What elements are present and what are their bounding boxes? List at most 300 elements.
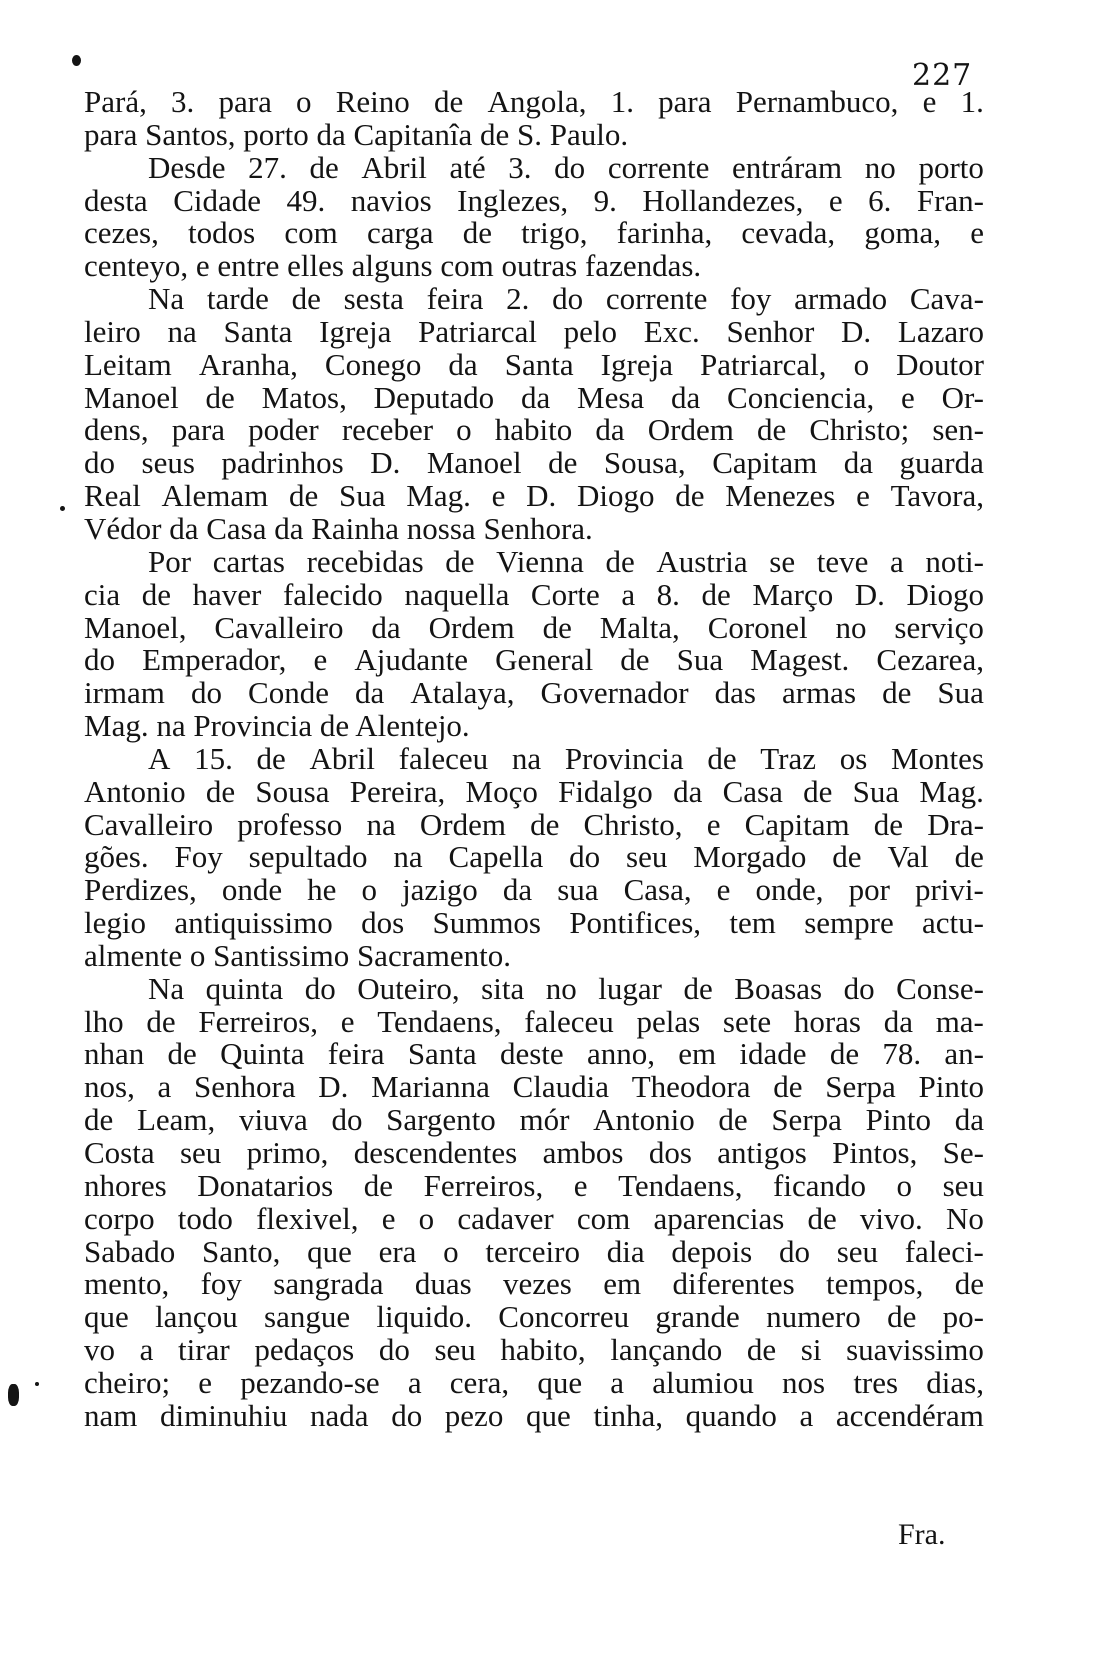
- word: Manoel: [84, 379, 179, 415]
- word: Matos,: [261, 379, 347, 415]
- word: de: [530, 806, 560, 842]
- word: Conde: [248, 675, 329, 711]
- word: legio: [84, 905, 146, 941]
- word: no: [864, 149, 896, 185]
- word: Outeiro,: [357, 970, 460, 1006]
- word: 6.: [868, 182, 892, 218]
- word: carga: [366, 215, 434, 251]
- word: anno,: [586, 1036, 655, 1072]
- word: Ordem: [419, 806, 506, 842]
- word: de: [746, 1332, 777, 1368]
- word: de: [832, 839, 862, 875]
- word: diferentes: [672, 1266, 795, 1302]
- word: o: [853, 346, 870, 382]
- word: do: [190, 675, 222, 711]
- word: General: [495, 642, 594, 678]
- word: seu: [942, 1167, 984, 1203]
- word: Menezes: [725, 478, 836, 514]
- text-line: [84, 217, 984, 250]
- word: do: [552, 281, 584, 317]
- word: a: [139, 1332, 154, 1368]
- word: de: [84, 1102, 114, 1138]
- word: Conego: [324, 346, 422, 382]
- word: o: [418, 1200, 435, 1236]
- word: na: [393, 839, 423, 875]
- word: vivo.: [859, 1200, 923, 1236]
- word: de: [718, 1102, 748, 1138]
- word: e: [573, 1167, 588, 1203]
- word: pezo: [444, 1397, 504, 1433]
- word: sua: [557, 872, 599, 908]
- word: e: [706, 806, 721, 842]
- word: an-: [944, 1036, 984, 1072]
- word: de: [954, 1266, 984, 1302]
- word: Mag.: [919, 773, 984, 809]
- text-line: [84, 346, 984, 382]
- word: D.: [318, 1069, 349, 1105]
- word: noti-: [925, 543, 984, 579]
- word: Pernambuco,: [735, 84, 899, 119]
- word: Casa: [722, 773, 783, 809]
- word: de: [205, 773, 236, 809]
- word: Val: [887, 839, 929, 875]
- word: Angola,: [487, 84, 587, 119]
- word: até: [449, 149, 486, 185]
- word: de: [620, 642, 650, 678]
- text-line: [84, 1268, 984, 1301]
- word: diminuhiu: [159, 1397, 288, 1433]
- word: alumiou: [652, 1364, 754, 1400]
- ink-speck: [35, 1382, 39, 1386]
- word: Ferreiros,: [423, 1167, 544, 1203]
- word: poder: [248, 412, 319, 448]
- word: de: [803, 773, 833, 809]
- text-line: [84, 313, 984, 349]
- text-line: [84, 609, 984, 645]
- word: primo,: [246, 1135, 329, 1170]
- word: em: [678, 1036, 717, 1072]
- word: o: [296, 84, 312, 119]
- word: do: [304, 970, 336, 1006]
- text-line: [84, 149, 984, 185]
- word: e: [828, 182, 843, 218]
- word: 3.: [508, 149, 532, 185]
- word: que: [84, 1299, 129, 1335]
- word: para: [171, 412, 226, 448]
- word: Lazaro: [897, 313, 984, 349]
- word: do: [84, 642, 115, 678]
- word: Pinto: [865, 1102, 932, 1138]
- word: de: [829, 1036, 860, 1072]
- word: da: [355, 675, 385, 711]
- word: de: [773, 1069, 803, 1105]
- word: a: [610, 1364, 625, 1400]
- word: habito,: [500, 1332, 586, 1368]
- word: Conciencia,: [727, 379, 875, 415]
- word: seu: [434, 1332, 476, 1368]
- text-line: [84, 1301, 984, 1334]
- text-line: [84, 1397, 984, 1433]
- word: e: [198, 1364, 213, 1400]
- word: flexivel,: [256, 1200, 359, 1236]
- word: por: [848, 872, 890, 908]
- word: seu: [836, 1233, 879, 1269]
- word: Pereira,: [349, 773, 446, 809]
- word: 78.: [882, 1036, 922, 1072]
- word: de: [707, 740, 737, 776]
- word: tres: [853, 1364, 899, 1400]
- word: Real: [84, 478, 141, 514]
- text-line: [84, 543, 984, 579]
- word: foy: [200, 1266, 242, 1302]
- word: em: [603, 1266, 642, 1302]
- word: de: [756, 412, 787, 448]
- word: de: [548, 445, 578, 481]
- word: lho: [84, 1003, 124, 1039]
- word: Coronel: [707, 609, 808, 645]
- word: Santa: [504, 346, 574, 382]
- word: Christo;: [809, 412, 910, 448]
- word: Na: [148, 970, 185, 1006]
- word: da: [883, 1003, 913, 1039]
- word: Alemam: [161, 478, 269, 514]
- word: dia: [606, 1233, 645, 1269]
- word: Provincia: [564, 740, 684, 776]
- word: recebidas: [306, 543, 424, 579]
- word: Sabado: [84, 1233, 176, 1269]
- text-line: centeyo, e entre elles alguns com outras fazendas.: [84, 248, 702, 284]
- word: Capitam: [712, 445, 818, 481]
- word: Sousa,: [603, 445, 686, 481]
- text-line: almente o Santissimo Sacramento.: [84, 937, 512, 973]
- word: 8.: [656, 576, 680, 612]
- word: cia: [84, 576, 121, 612]
- word: e: [970, 215, 984, 251]
- text-line: [84, 1003, 984, 1039]
- word: professo: [237, 806, 343, 842]
- word: seu: [626, 839, 668, 875]
- word: com: [576, 1200, 631, 1236]
- word: sepultado: [248, 839, 368, 875]
- word: habito: [494, 412, 573, 448]
- word: Santa: [407, 1036, 477, 1072]
- word: Leitam: [84, 346, 172, 382]
- word: de: [675, 478, 705, 514]
- word: feira: [426, 281, 484, 317]
- word: Foy: [174, 839, 223, 875]
- word: goma,: [864, 215, 941, 251]
- word: Boasas: [734, 970, 823, 1006]
- word: mór: [519, 1102, 570, 1138]
- word: Santa: [223, 313, 293, 349]
- word: Antonio: [84, 773, 186, 809]
- word: D.: [841, 313, 872, 349]
- word: Fidalgo: [558, 773, 653, 809]
- word: padrinhos: [221, 445, 344, 481]
- word: da: [448, 346, 478, 382]
- word: 3.: [171, 84, 195, 119]
- word: o: [896, 1167, 913, 1203]
- word: Casa,: [623, 872, 692, 908]
- body-text: [84, 86, 984, 1433]
- word: nhan: [84, 1036, 145, 1072]
- word: de: [873, 806, 904, 842]
- text-line: [84, 907, 984, 940]
- word: terceiro: [485, 1233, 580, 1269]
- word: a: [799, 1397, 814, 1433]
- word: Ferreiros,: [198, 1003, 318, 1039]
- word: pelo: [563, 313, 618, 349]
- word: Manoel,: [84, 609, 187, 645]
- word: Abril: [361, 149, 427, 185]
- word: tirar: [178, 1332, 230, 1368]
- text-line: [84, 480, 984, 513]
- word: a: [621, 576, 636, 612]
- word: Tavora,: [890, 478, 984, 514]
- word: Pará,: [84, 84, 147, 119]
- word: navios: [350, 182, 432, 218]
- word: das: [714, 675, 756, 711]
- word: Aranha,: [198, 346, 298, 382]
- word: Antonio: [593, 1102, 695, 1138]
- word: Capella: [448, 839, 544, 875]
- word: depois: [671, 1233, 753, 1269]
- word: Abril: [309, 740, 375, 776]
- word: para: [218, 84, 272, 119]
- word: pelas: [636, 1003, 701, 1039]
- word: o: [443, 1233, 459, 1269]
- word: dos: [361, 905, 405, 941]
- text-line: [84, 1071, 984, 1104]
- word: da: [954, 1102, 984, 1138]
- word: Se-: [942, 1135, 984, 1170]
- word: Morgado: [693, 839, 807, 875]
- word: Cavalleiro: [84, 806, 214, 842]
- text-line: [84, 677, 984, 710]
- word: o: [456, 412, 472, 448]
- word: nos,: [84, 1069, 135, 1105]
- word: nam: [84, 1397, 138, 1433]
- text-line: [84, 1104, 984, 1137]
- word: Exc.: [643, 313, 700, 349]
- word: leiro: [84, 313, 141, 349]
- word: corrente: [607, 149, 710, 185]
- word: cevada,: [741, 215, 836, 251]
- word: cadaver: [457, 1200, 554, 1236]
- text-line: [84, 841, 984, 874]
- word: armado: [794, 281, 888, 317]
- word: Theodora: [631, 1069, 751, 1105]
- word: dens,: [84, 412, 149, 448]
- word: Governador: [540, 675, 689, 711]
- word: Igreja: [319, 313, 392, 349]
- word: vezes: [503, 1266, 572, 1302]
- word: po-: [942, 1299, 984, 1335]
- word: os: [839, 740, 868, 776]
- word: ambos: [542, 1135, 624, 1170]
- word: da: [520, 379, 551, 415]
- word: de: [701, 576, 731, 612]
- text-line: [84, 806, 984, 842]
- word: Capitam: [744, 806, 850, 842]
- word: serviço: [894, 609, 984, 645]
- word: Tendaens,: [377, 1003, 502, 1039]
- ink-speck: [72, 55, 81, 66]
- page-number: 227: [912, 58, 973, 93]
- word: Serpa: [771, 1102, 842, 1138]
- word: duas: [414, 1266, 472, 1302]
- word: Cavalleiro: [214, 609, 344, 645]
- word: sen-: [932, 412, 984, 448]
- word: no: [835, 609, 867, 645]
- text-line: [84, 182, 984, 218]
- word: de: [205, 379, 235, 415]
- word: faleceu: [398, 740, 489, 776]
- word: Cava-: [909, 281, 984, 317]
- word: e: [491, 478, 506, 514]
- word: sete: [722, 1003, 772, 1039]
- word: Emperador,: [142, 642, 287, 678]
- word: do: [84, 445, 115, 481]
- word: D.: [854, 576, 885, 612]
- word: a: [157, 1069, 172, 1105]
- word: tinha,: [593, 1397, 664, 1433]
- text-line: [84, 86, 984, 119]
- word: Senhor: [726, 313, 815, 349]
- word: Sua: [852, 773, 900, 809]
- word: onde: [221, 872, 283, 908]
- word: do: [391, 1397, 423, 1433]
- word: de: [141, 576, 171, 612]
- word: teve: [816, 543, 869, 579]
- word: numero: [766, 1299, 861, 1335]
- word: foy: [730, 281, 772, 317]
- word: de: [683, 970, 713, 1006]
- word: lugar: [598, 970, 662, 1006]
- word: corrente: [605, 281, 708, 317]
- word: tem: [729, 905, 776, 941]
- word: trigo,: [521, 215, 588, 251]
- word: e: [856, 478, 870, 514]
- word: Sua: [339, 478, 386, 514]
- text-line: [84, 740, 984, 776]
- word: porto: [918, 149, 984, 185]
- word: armas: [781, 675, 857, 711]
- word: Montes: [890, 740, 984, 776]
- word: mento,: [84, 1266, 170, 1302]
- word: jazigo: [402, 872, 478, 908]
- word: na: [366, 806, 396, 842]
- catchword: Fra.: [898, 1518, 946, 1551]
- word: do: [843, 970, 875, 1006]
- word: e: [901, 379, 915, 415]
- word: liquido.: [376, 1299, 472, 1335]
- word: haver: [192, 576, 262, 612]
- word: Ajudante: [354, 642, 468, 678]
- text-line: [84, 970, 984, 1006]
- word: da: [595, 412, 625, 448]
- word: entráram: [732, 149, 843, 185]
- word: de: [542, 609, 572, 645]
- word: grande: [655, 1299, 740, 1335]
- text-line: [84, 379, 984, 415]
- text-line: [84, 1334, 984, 1367]
- word: do: [778, 1233, 810, 1269]
- text-line: [84, 1137, 984, 1170]
- word: sangrada: [273, 1266, 384, 1302]
- text-line: [84, 1167, 984, 1203]
- word: feira: [327, 1036, 385, 1072]
- word: naquella: [404, 576, 510, 612]
- word: Or-: [941, 379, 984, 415]
- word: todos: [188, 215, 256, 251]
- word: de: [363, 1167, 394, 1203]
- text-line: [84, 1038, 984, 1071]
- word: Malta,: [599, 609, 680, 645]
- word: Atalaya,: [410, 675, 515, 711]
- word: quinta: [205, 970, 284, 1006]
- word: Christo,: [583, 806, 683, 842]
- text-line: [84, 874, 984, 907]
- word: sangue: [264, 1299, 351, 1335]
- text-line: [84, 773, 984, 809]
- word: cera,: [449, 1364, 510, 1400]
- word: de: [445, 543, 475, 579]
- word: quando: [685, 1397, 777, 1433]
- word: o: [361, 872, 377, 908]
- word: faleci-: [904, 1233, 984, 1269]
- word: Sua: [937, 675, 984, 711]
- word: antiquissimo: [174, 905, 333, 941]
- word: de: [954, 839, 984, 875]
- word: Summos: [432, 905, 541, 941]
- ink-speck: [60, 506, 65, 511]
- text-line: [84, 447, 984, 480]
- word: Mag.: [406, 478, 471, 514]
- word: na: [167, 313, 197, 349]
- word: e: [313, 642, 328, 678]
- word: que: [525, 1397, 571, 1433]
- word: D.: [526, 478, 557, 514]
- ink-speck: [8, 1384, 19, 1406]
- word: Na: [148, 281, 185, 317]
- word: Senhora: [194, 1069, 296, 1105]
- word: ma-: [935, 1003, 984, 1039]
- word: Pinto: [918, 1069, 984, 1105]
- word: Marianna: [371, 1069, 490, 1105]
- word: Mesa: [577, 379, 645, 415]
- word: Manoel: [426, 445, 522, 481]
- word: de: [309, 149, 339, 185]
- word: No: [945, 1200, 984, 1236]
- word: desta: [84, 182, 148, 218]
- word: dias,: [926, 1364, 984, 1400]
- word: para: [658, 84, 712, 119]
- word: accendéram: [835, 1397, 984, 1433]
- word: tarde: [206, 281, 269, 317]
- word: de: [807, 1200, 837, 1236]
- word: e: [716, 872, 731, 908]
- word: Reino: [335, 84, 410, 119]
- word: nhores: [84, 1167, 167, 1203]
- word: irmam: [84, 675, 165, 711]
- word: horas: [793, 1003, 861, 1039]
- word: Fran-: [916, 182, 984, 218]
- word: guarda: [899, 445, 984, 481]
- word: Igreja: [600, 346, 673, 382]
- word: deste: [499, 1036, 564, 1072]
- word: Perdizes,: [84, 872, 197, 908]
